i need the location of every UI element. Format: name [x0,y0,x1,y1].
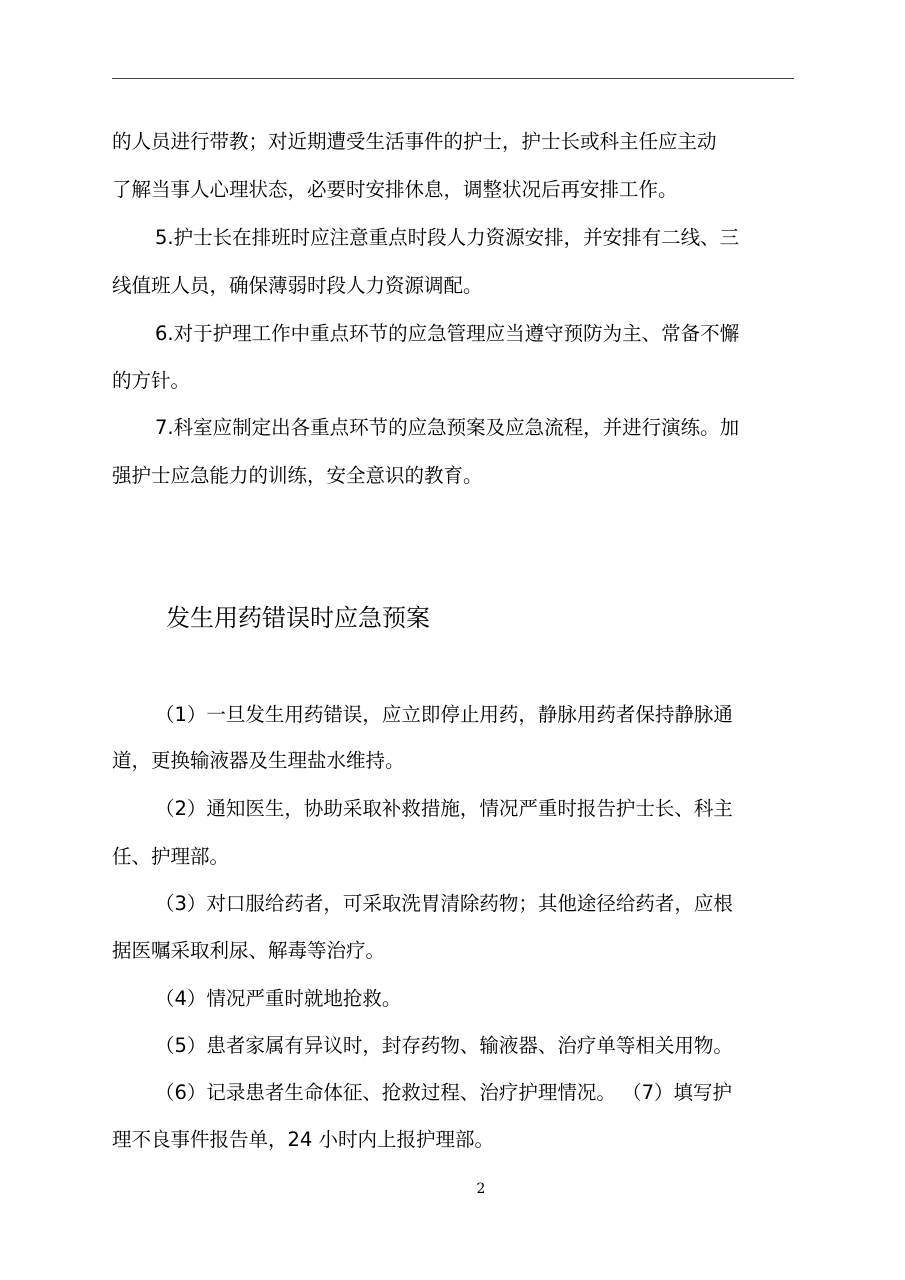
paragraph-line: （6）记录患者生命体征、抢救过程、治疗护理情况。 （7）填写护 [155,1081,733,1104]
paragraph-line: （4）情况严重时就地抢救。 [155,987,402,1010]
paragraph-line: 线值班人员，确保薄弱时段人力资源调配。 [112,274,483,297]
paragraph-line: （5）患者家属有异议时，封存药物、输液器、治疗单等相关用物。 [155,1034,733,1057]
paragraph-line: 理不良事件报告单，24 小时内上报护理部。 [112,1128,495,1151]
paragraph-line: 强护士应急能力的训练，安全意识的教育。 [112,464,483,487]
paragraph-line: 了解当事人心理状态，必要时安排休息，调整状况后再安排工作。 [112,178,678,201]
paragraph-line: 据医嘱采取利尿、解毒等治疗。 [112,939,386,962]
paragraph-line: 道，更换输液器及生理盐水维持。 [112,749,405,772]
paragraph-line: 5.护士长在排班时应注意重点时段人力资源安排，并安排有二线、三 [155,226,740,249]
section-heading: 发生用药错误时应急预案 [166,604,430,632]
paragraph-line: （2）通知医生，协助采取补救措施，情况严重时报告护士长、科主 [155,797,733,820]
paragraph-line: （3）对口服给药者，可采取洗胃清除药物；其他途径给药者，应根 [155,892,733,915]
paragraph-line: （1）一旦发生用药错误，应立即停止用药，静脉用药者保持静脉通 [155,703,733,726]
paragraph-line: 的方针。 [112,369,191,392]
paragraph-line: 6.对于护理工作中重点环节的应急管理应当遵守预防为主、常备不懈 [155,322,740,345]
paragraph-line: 任、护理部。 [112,845,230,868]
paragraph-line: 7.科室应制定出各重点环节的应急预案及应急流程，并进行演练。加 [155,416,740,439]
page-number: 2 [476,1181,486,1197]
header-rule [112,78,794,79]
paragraph-line: 的人员进行带教；对近期遭受生活事件的护士，护士长或科主任应主动 [112,130,717,153]
